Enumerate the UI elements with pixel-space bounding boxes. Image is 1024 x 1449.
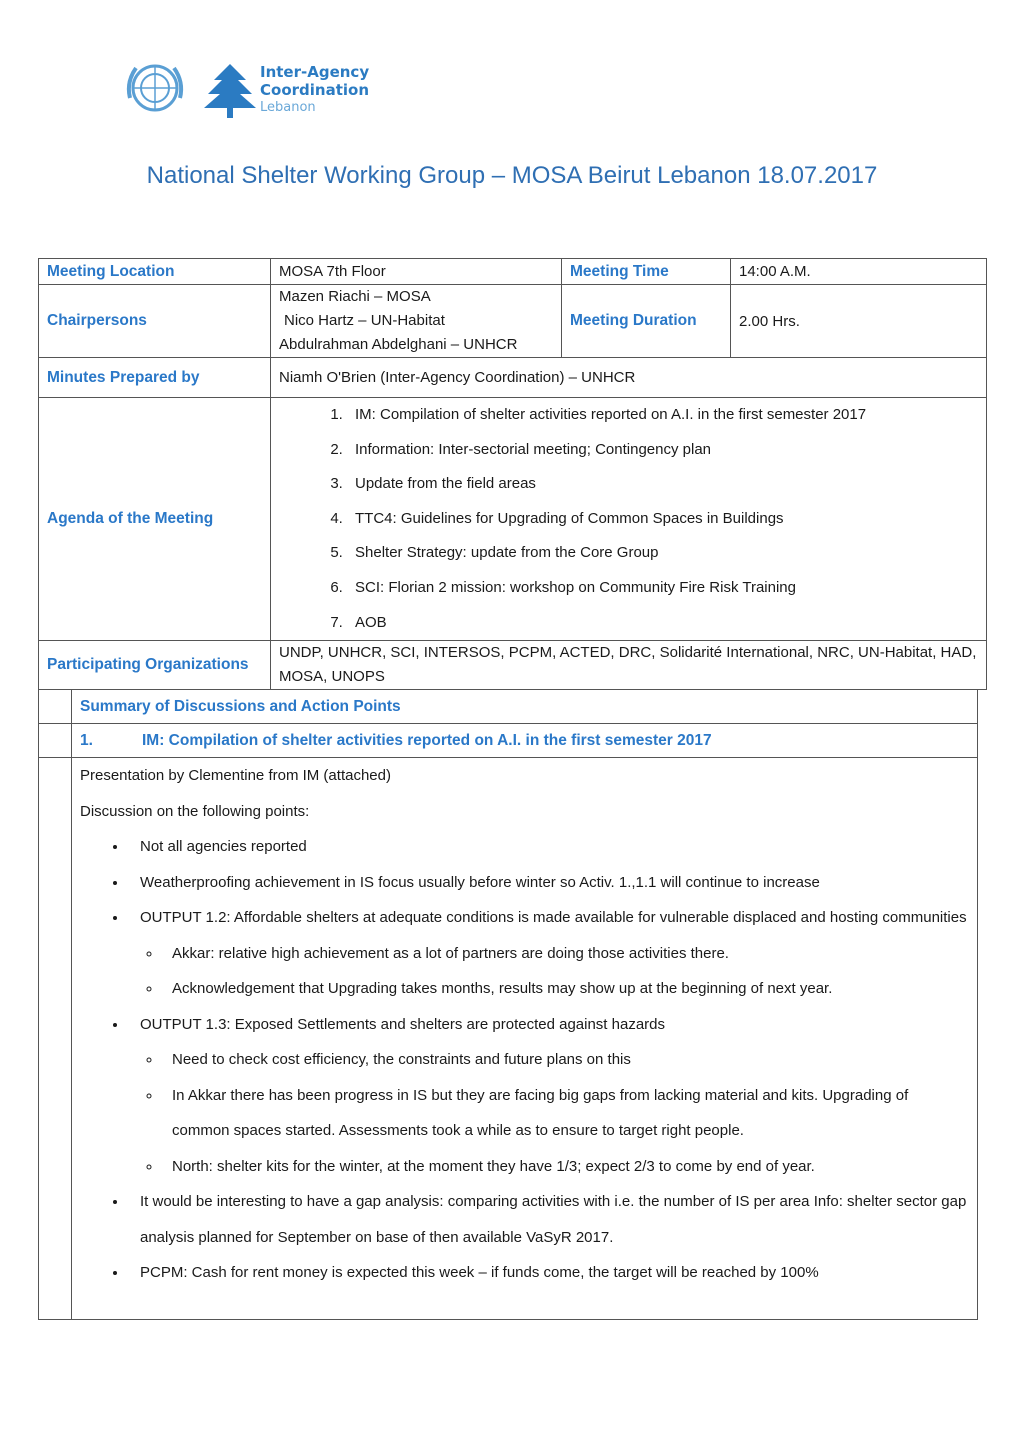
agenda-item: 1. IM: Compilation of shelter activities reported on A.I. in the first semester 2017 bbox=[347, 398, 978, 433]
section-1-heading bbox=[72, 724, 978, 758]
section-1-number: 1. bbox=[80, 731, 93, 749]
summary-gutter bbox=[39, 758, 72, 1320]
chair-1: Mazen Riachi – MOSA bbox=[279, 288, 431, 305]
sub-bullet-item: ◦ In Akkar there has been progress in IS but they are facing big gaps from lacking material and kits. Upgrading of common spaces started. Assessments took a while as to ensure to target right people. bbox=[162, 1078, 969, 1149]
agenda-list bbox=[271, 398, 987, 641]
time-value: 14:00 A.M. bbox=[731, 259, 987, 285]
orgs-label: Participating Organizations bbox=[39, 641, 271, 690]
bullet-item bbox=[128, 1007, 969, 1185]
meeting-info-table bbox=[38, 258, 987, 690]
summary-heading: Summary of Discussions and Action Points bbox=[72, 690, 978, 724]
agenda-item: 3. Update from the field areas bbox=[347, 467, 978, 502]
minutes-label: Minutes Prepared by bbox=[39, 358, 271, 398]
agenda-label: Agenda of the Meeting bbox=[39, 398, 271, 641]
agenda-item: 2. Information: Inter-sectorial meeting; Contingency plan bbox=[347, 433, 978, 468]
bullet-item: • PCPM: Cash for rent money is expected this week – if funds come, the target will be reached by 100% bbox=[128, 1255, 969, 1291]
sub-bullet-item: ◦ Need to check cost efficiency, the constraints and future plans on this bbox=[162, 1042, 969, 1078]
agenda-item: 4. TTC4: Guidelines for Upgrading of Common Spaces in Buildings bbox=[347, 502, 978, 537]
orgs-value: UNDP, UNHCR, SCI, INTERSOS, PCPM, ACTED, DRC, Solidarité International, NRC, UN-Habitat, HAD, MOSA, UNOPS bbox=[271, 641, 987, 690]
org-name bbox=[260, 63, 369, 117]
cedar-tree-icon bbox=[202, 62, 258, 122]
body-paragraph: Discussion on the following points: bbox=[80, 802, 310, 820]
summary-gutter bbox=[39, 690, 72, 724]
location-label: Meeting Location bbox=[39, 259, 271, 285]
minutes-value: Niamh O'Brien (Inter-Agency Coordination) – UNHCR bbox=[271, 358, 987, 398]
iac-logo bbox=[122, 58, 382, 122]
agenda-item: 7. AOB bbox=[347, 606, 978, 641]
sub-bullet-item: ◦ North: shelter kits for the winter, at the moment they have 1/3; expect 2/3 to come by end of year. bbox=[162, 1149, 969, 1185]
sub-bullet-item: ◦ Akkar: relative high achievement as a lot of partners are doing those activities there. bbox=[162, 936, 969, 972]
summary-table bbox=[38, 689, 978, 1320]
summary-gutter bbox=[39, 724, 72, 758]
agenda-item: 6. SCI: Florian 2 mission: workshop on Community Fire Risk Training bbox=[347, 571, 978, 606]
location-value: MOSA 7th Floor bbox=[271, 259, 562, 285]
un-emblem-icon bbox=[122, 58, 192, 122]
bullet-item: • Weatherproofing achievement in IS focus usually before winter so Activ. 1.,1.1 will continue to increase bbox=[128, 865, 969, 901]
org-line-1: Inter-Agency bbox=[260, 63, 370, 81]
time-label: Meeting Time bbox=[562, 259, 731, 285]
sub-bullet-item: ◦ Acknowledgement that Upgrading takes months, results may show up at the beginning of next year. bbox=[162, 971, 969, 1007]
bullet-text: OUTPUT 1.2: Affordable shelters at adequate conditions is made available for vulnerable displaced and hosting communities bbox=[140, 909, 967, 926]
duration-value: 2.00 Hrs. bbox=[731, 285, 987, 358]
chair-label: Chairpersons bbox=[39, 285, 271, 358]
org-line-2: Coordination bbox=[260, 81, 369, 99]
bullet-item bbox=[128, 900, 969, 1007]
bullet-item: • Not all agencies reported bbox=[128, 829, 969, 865]
chair-3: Abdulrahman Abdelghani – UNHCR bbox=[279, 336, 518, 353]
org-line-3: Lebanon bbox=[260, 100, 316, 115]
section-1-body bbox=[72, 758, 978, 1320]
bullet-item: • It would be interesting to have a gap analysis: comparing activities with i.e. the number of IS per area Info: shelter sector gap analysis planned for September on base of then available VaSyR 2017. bbox=[128, 1184, 969, 1255]
chairs-value bbox=[271, 285, 562, 358]
chair-2: Nico Hartz – UN-Habitat bbox=[284, 312, 445, 329]
section-1-title: IM: Compilation of shelter activities reported on A.I. in the first semester 2017 bbox=[142, 731, 712, 749]
body-paragraph: Presentation by Clementine from IM (attached) bbox=[80, 767, 391, 784]
page-title: National Shelter Working Group – MOSA Beirut Lebanon 18.07.2017 bbox=[146, 162, 878, 189]
agenda-item: 5. Shelter Strategy: update from the Core Group bbox=[347, 536, 978, 571]
bullet-text: OUTPUT 1.3: Exposed Settlements and shelters are protected against hazards bbox=[140, 1015, 665, 1033]
duration-label: Meeting Duration bbox=[562, 285, 731, 358]
